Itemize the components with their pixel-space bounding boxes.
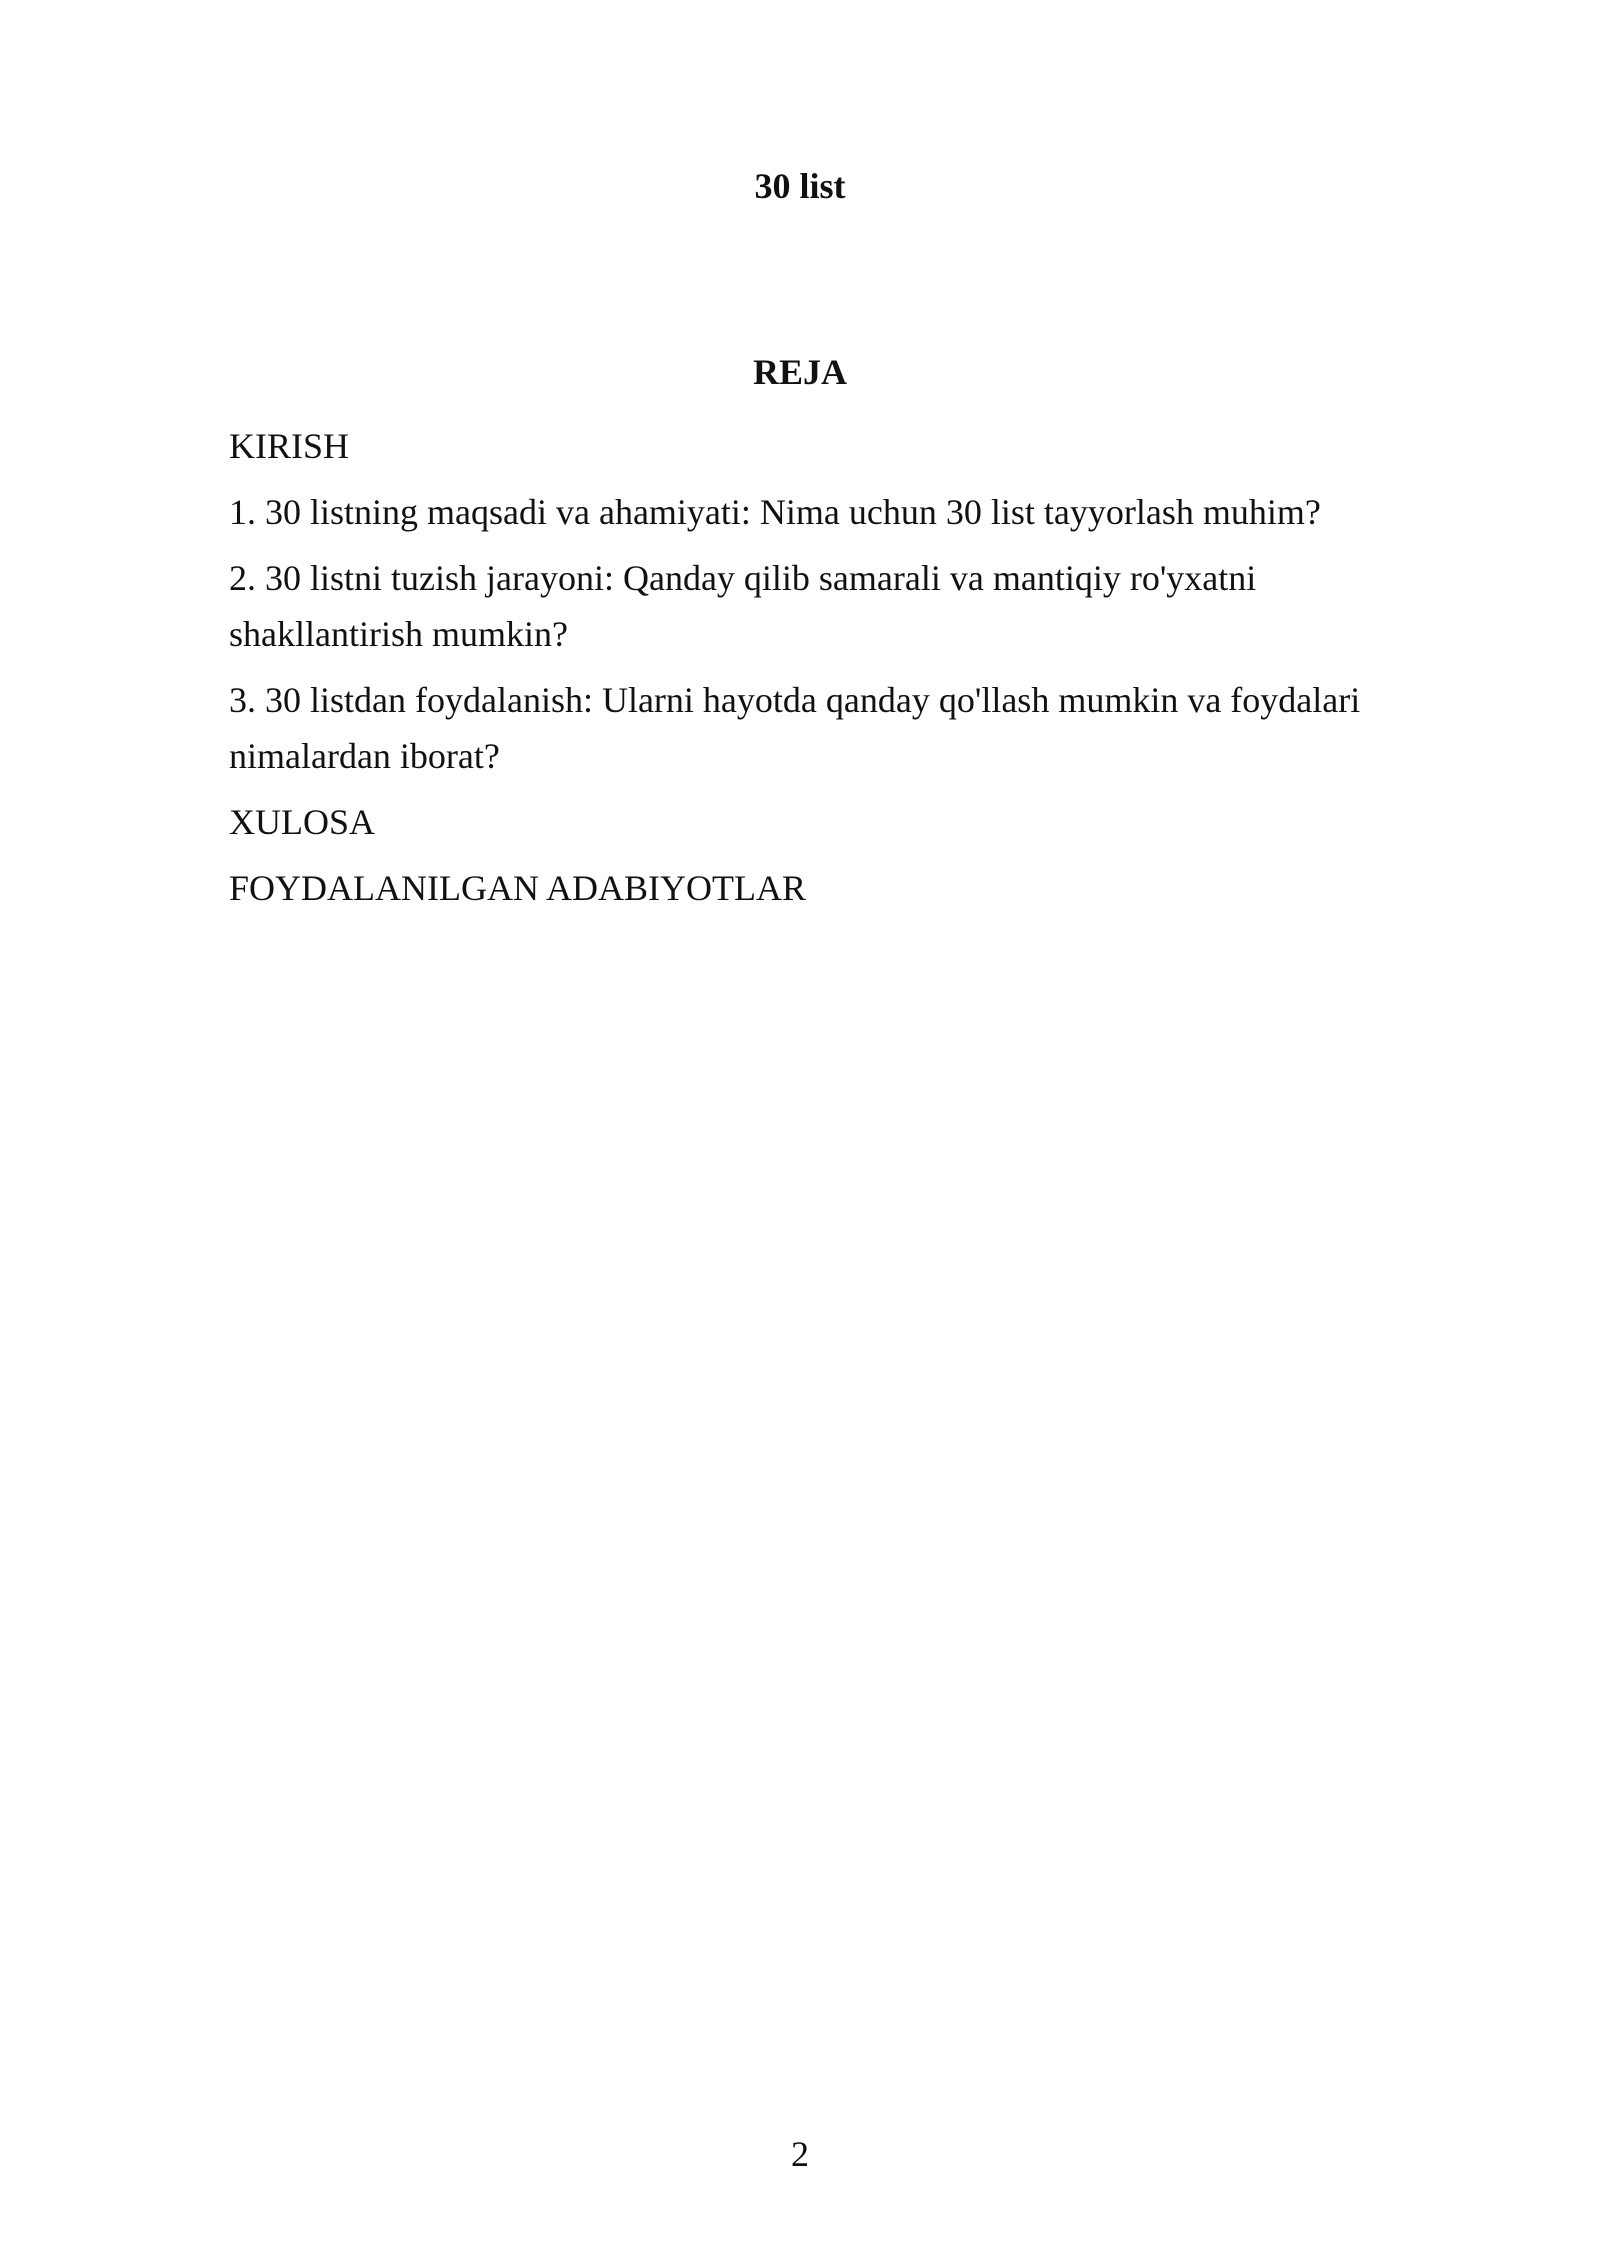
plan-heading: REJA — [752, 352, 847, 392]
document-title: 30 list — [754, 166, 846, 206]
plan-item-references: FOYDALANILGAN ADABIYOTLAR — [229, 868, 806, 908]
plan-list — [229, 418, 1429, 926]
plan-item-2: 2. 30 listni tuzish jarayoni: Qanday qilib samarali va mantiqiy ro'yxatni shakllantirish mumkin? — [229, 558, 1257, 654]
plan-item-conclusion: XULOSA — [229, 802, 376, 842]
plan-item-3: 3. 30 listdan foydalanish: Ularni hayotda qanday qo'llash mumkin va foydalari nimalardan iborat? — [229, 680, 1361, 776]
page-number: 2 — [791, 2134, 809, 2174]
plan-item-1: 1. 30 listning maqsadi va ahamiyati: Nima uchun 30 list tayyorlash muhim? — [229, 492, 1321, 532]
plan-item-introduction: KIRISH — [229, 426, 350, 466]
